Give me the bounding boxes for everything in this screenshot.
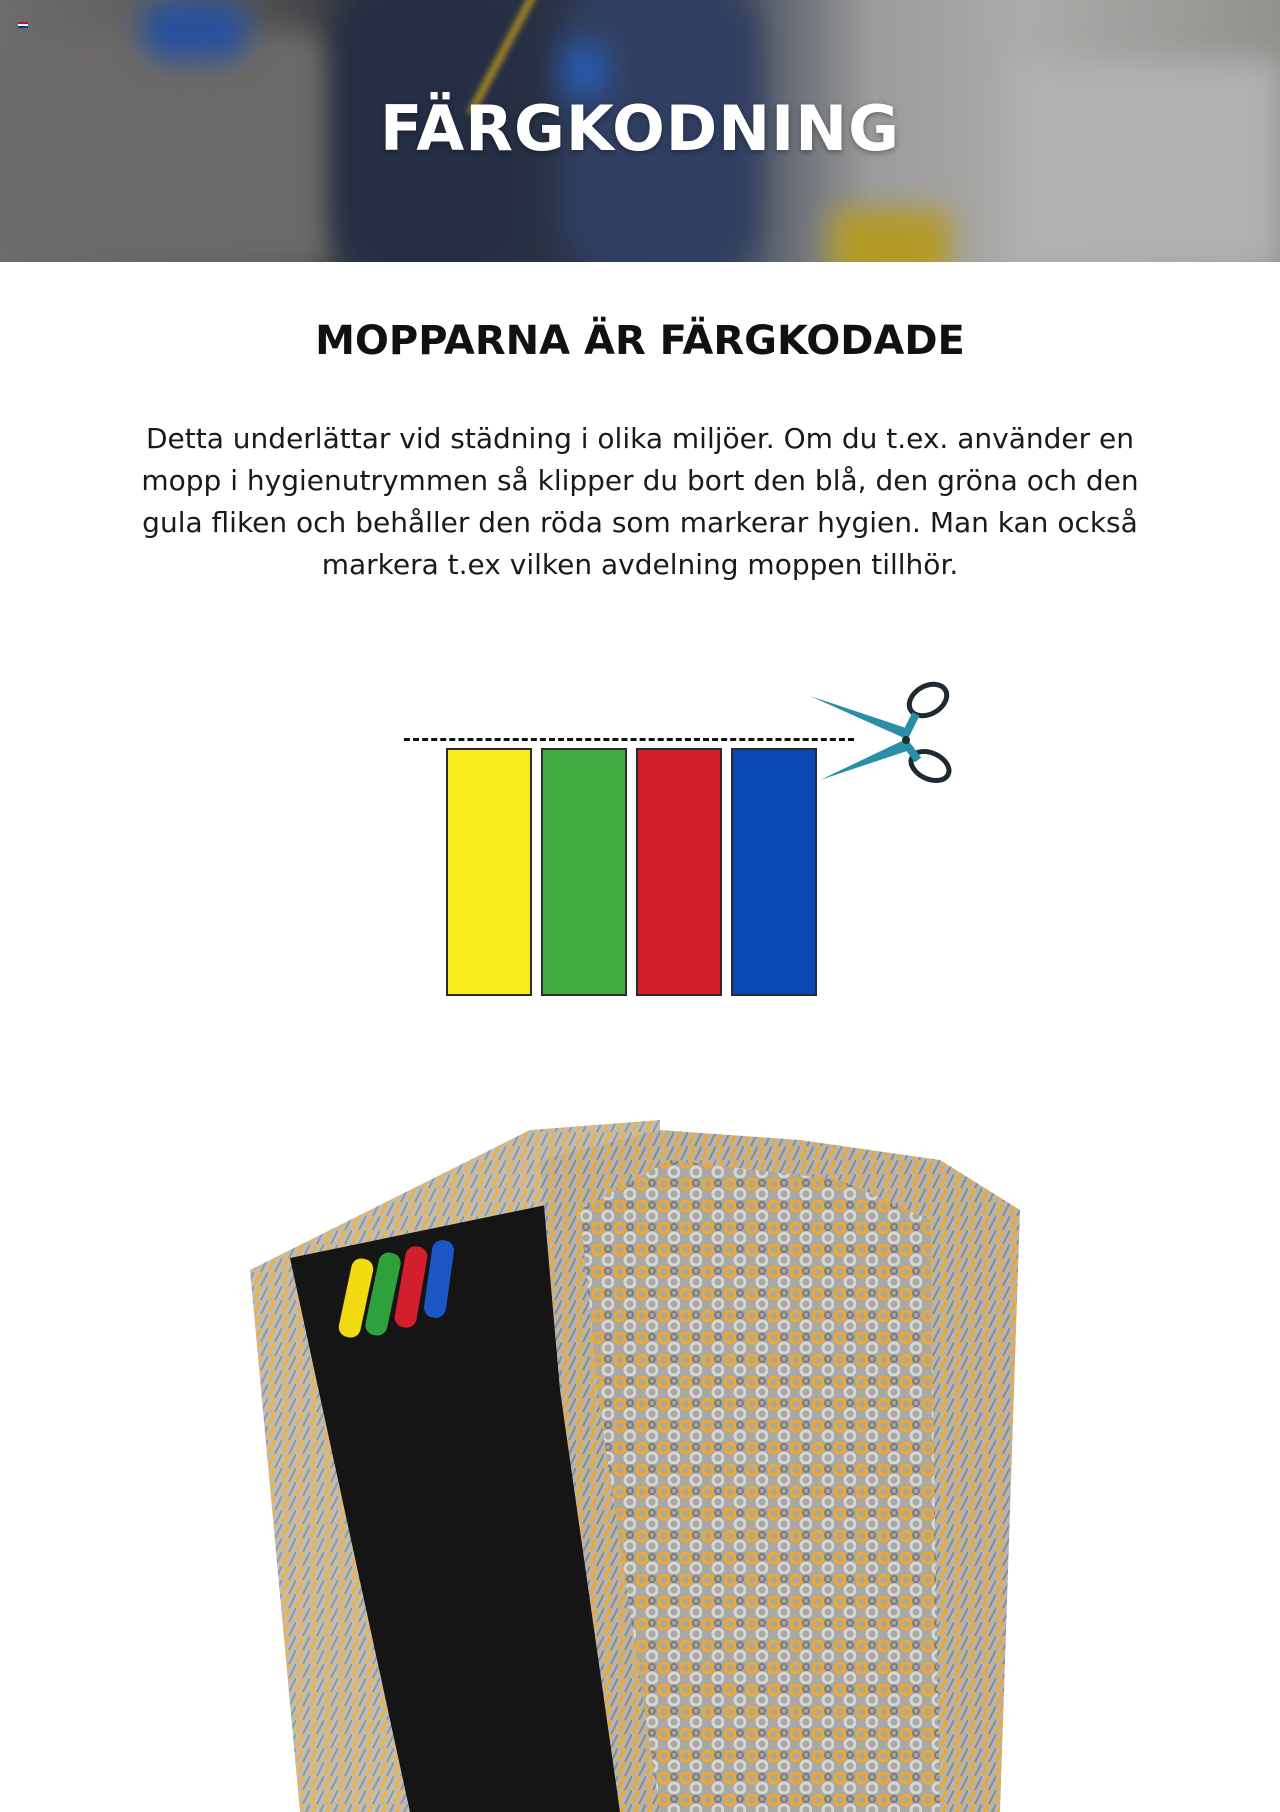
- mop-pad-image: [240, 1090, 1040, 1812]
- flag-icon: [18, 22, 28, 28]
- section-body: Detta underlättar vid städning i olika miljöer. Om du t.ex. använder en mopp i hygienutrymmen så klipper du bort den blå, den gröna och den gula fliken och behåller den röda som markerar hygien. Man kan också markera t.ex vilken avdelning moppen tillhör.: [141, 422, 1139, 581]
- color-tabs-illustration: [400, 680, 960, 1010]
- scissors-icon: [800, 680, 960, 800]
- section-heading: MOPPARNA ÄR FÄRGKODADE: [315, 318, 965, 364]
- color-tab-green: [541, 748, 627, 996]
- cut-line: [404, 738, 854, 741]
- color-tab-yellow: [446, 748, 532, 996]
- page-title: FÄRGKODNING: [379, 92, 901, 165]
- hero-banner: [0, 0, 1280, 262]
- color-tab-red: [636, 748, 722, 996]
